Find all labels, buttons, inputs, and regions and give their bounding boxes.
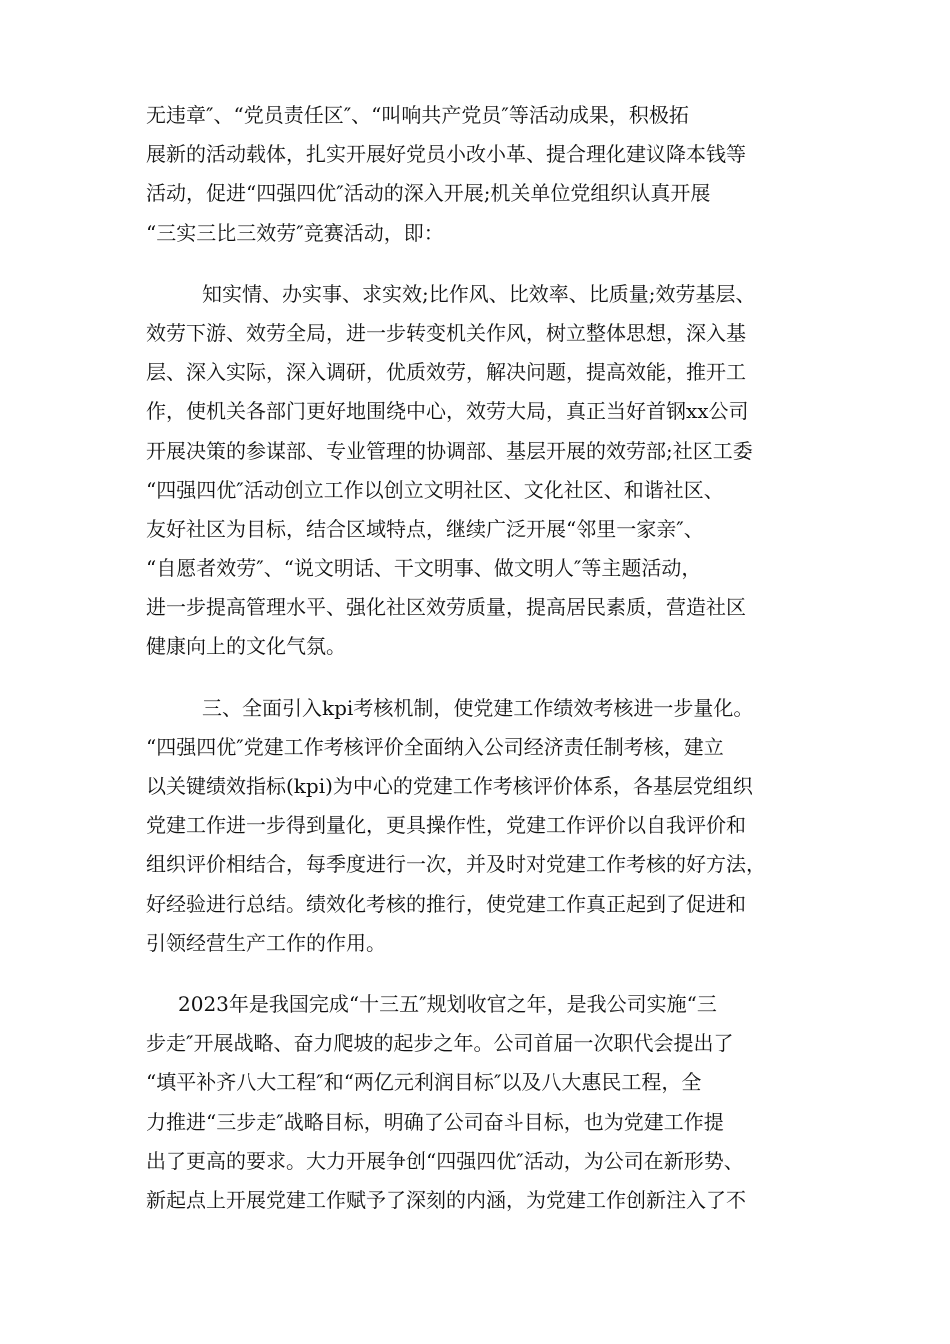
text-line: 新起点上开展党建工作赋予了深刻的内涵，为党建工作创新注入了不	[146, 1187, 746, 1212]
text-line: “四强四优″党建工作考核评价全面纳入公司经济责任制考核，建立	[146, 734, 724, 759]
text-line: 作，使机关各部门更好地围绕中心，效劳大局，真正当好首钢xx公司	[146, 399, 749, 424]
text-line: 效劳下游、效劳全局，进一步转变机关作风，树立整体思想，深入基	[146, 320, 746, 345]
text-line: 力推进“三步走″战略目标，明确了公司奋斗目标，也为党建工作提	[146, 1109, 724, 1134]
text-line: 开展决策的参谋部、专业管理的协调部、基层开展的效劳部;社区工委	[146, 438, 753, 463]
text-line: “四强四优″活动创立工作以创立文明社区、文化社区、和谐社区、	[146, 477, 724, 502]
text-line: 三、全面引入kpi考核机制，使党建工作绩效考核进一步量化。	[202, 695, 754, 720]
text-line: 步走″开展战略、奋力爬坡的起步之年。公司首届一次职代会提出了	[146, 1031, 734, 1056]
text-line: 健康向上的文化气氛。	[146, 634, 346, 659]
text-line: 党建工作进一步得到量化，更具操作性，党建工作评价以自我评价和	[146, 813, 746, 838]
text-line: 2023年是我国完成“十三五″规划收官之年，是我公司实施“三	[178, 991, 717, 1016]
text-line: “填平补齐八大工程″和“两亿元利润目标″以及八大惠民工程，全	[146, 1070, 702, 1095]
text-line: 出了更高的要求。大力开展争创“四强四优″活动，为公司在新形势、	[146, 1148, 744, 1173]
text-line: 知实情、办实事、求实效;比作风、比效率、比质量;效劳基层、	[202, 281, 756, 306]
text-line: 活动，促进“四强四优″活动的深入开展;机关单位党组织认真开展	[146, 181, 711, 206]
text-line: 好经验进行总结。绩效化考核的推行，使党建工作真正起到了促进和	[146, 891, 746, 916]
text-line: 无违章″、“党员责任区″、“叫响共产党员″等活动成果，积极拓	[146, 103, 689, 127]
text-line: 以关键绩效指标(kpi)为中心的党建工作考核评价体系，各基层党组织	[146, 774, 753, 798]
paragraph-4	[146, 985, 810, 1220]
text-line: 展新的活动载体，扎实开展好党员小改小革、提合理化建议降本钱等	[146, 142, 746, 167]
paragraph-3	[146, 689, 810, 963]
text-line: “三实三比三效劳″竞赛活动，即：	[146, 220, 444, 245]
paragraph-1	[146, 96, 810, 253]
text-line: 友好社区为目标，结合区域特点，继续广泛开展“邻里一家亲″、	[146, 516, 704, 541]
text-line: 进一步提高管理水平、强化社区效劳质量，提高居民素质，营造社区	[146, 595, 746, 620]
text-line: “自愿者效劳″、“说文明话、干文明事、做文明人″等主题活动，	[146, 556, 702, 581]
text-line: 组织评价相结合，每季度进行一次，并及时对党建工作考核的好方法，	[146, 852, 766, 877]
text-line: 引领经营生产工作的作用。	[146, 930, 386, 955]
text-line: 层、深入实际，深入调研，优质效劳，解决问题，提高效能，推开工	[146, 360, 746, 385]
paragraph-2	[146, 275, 810, 667]
document-body	[146, 96, 810, 1220]
